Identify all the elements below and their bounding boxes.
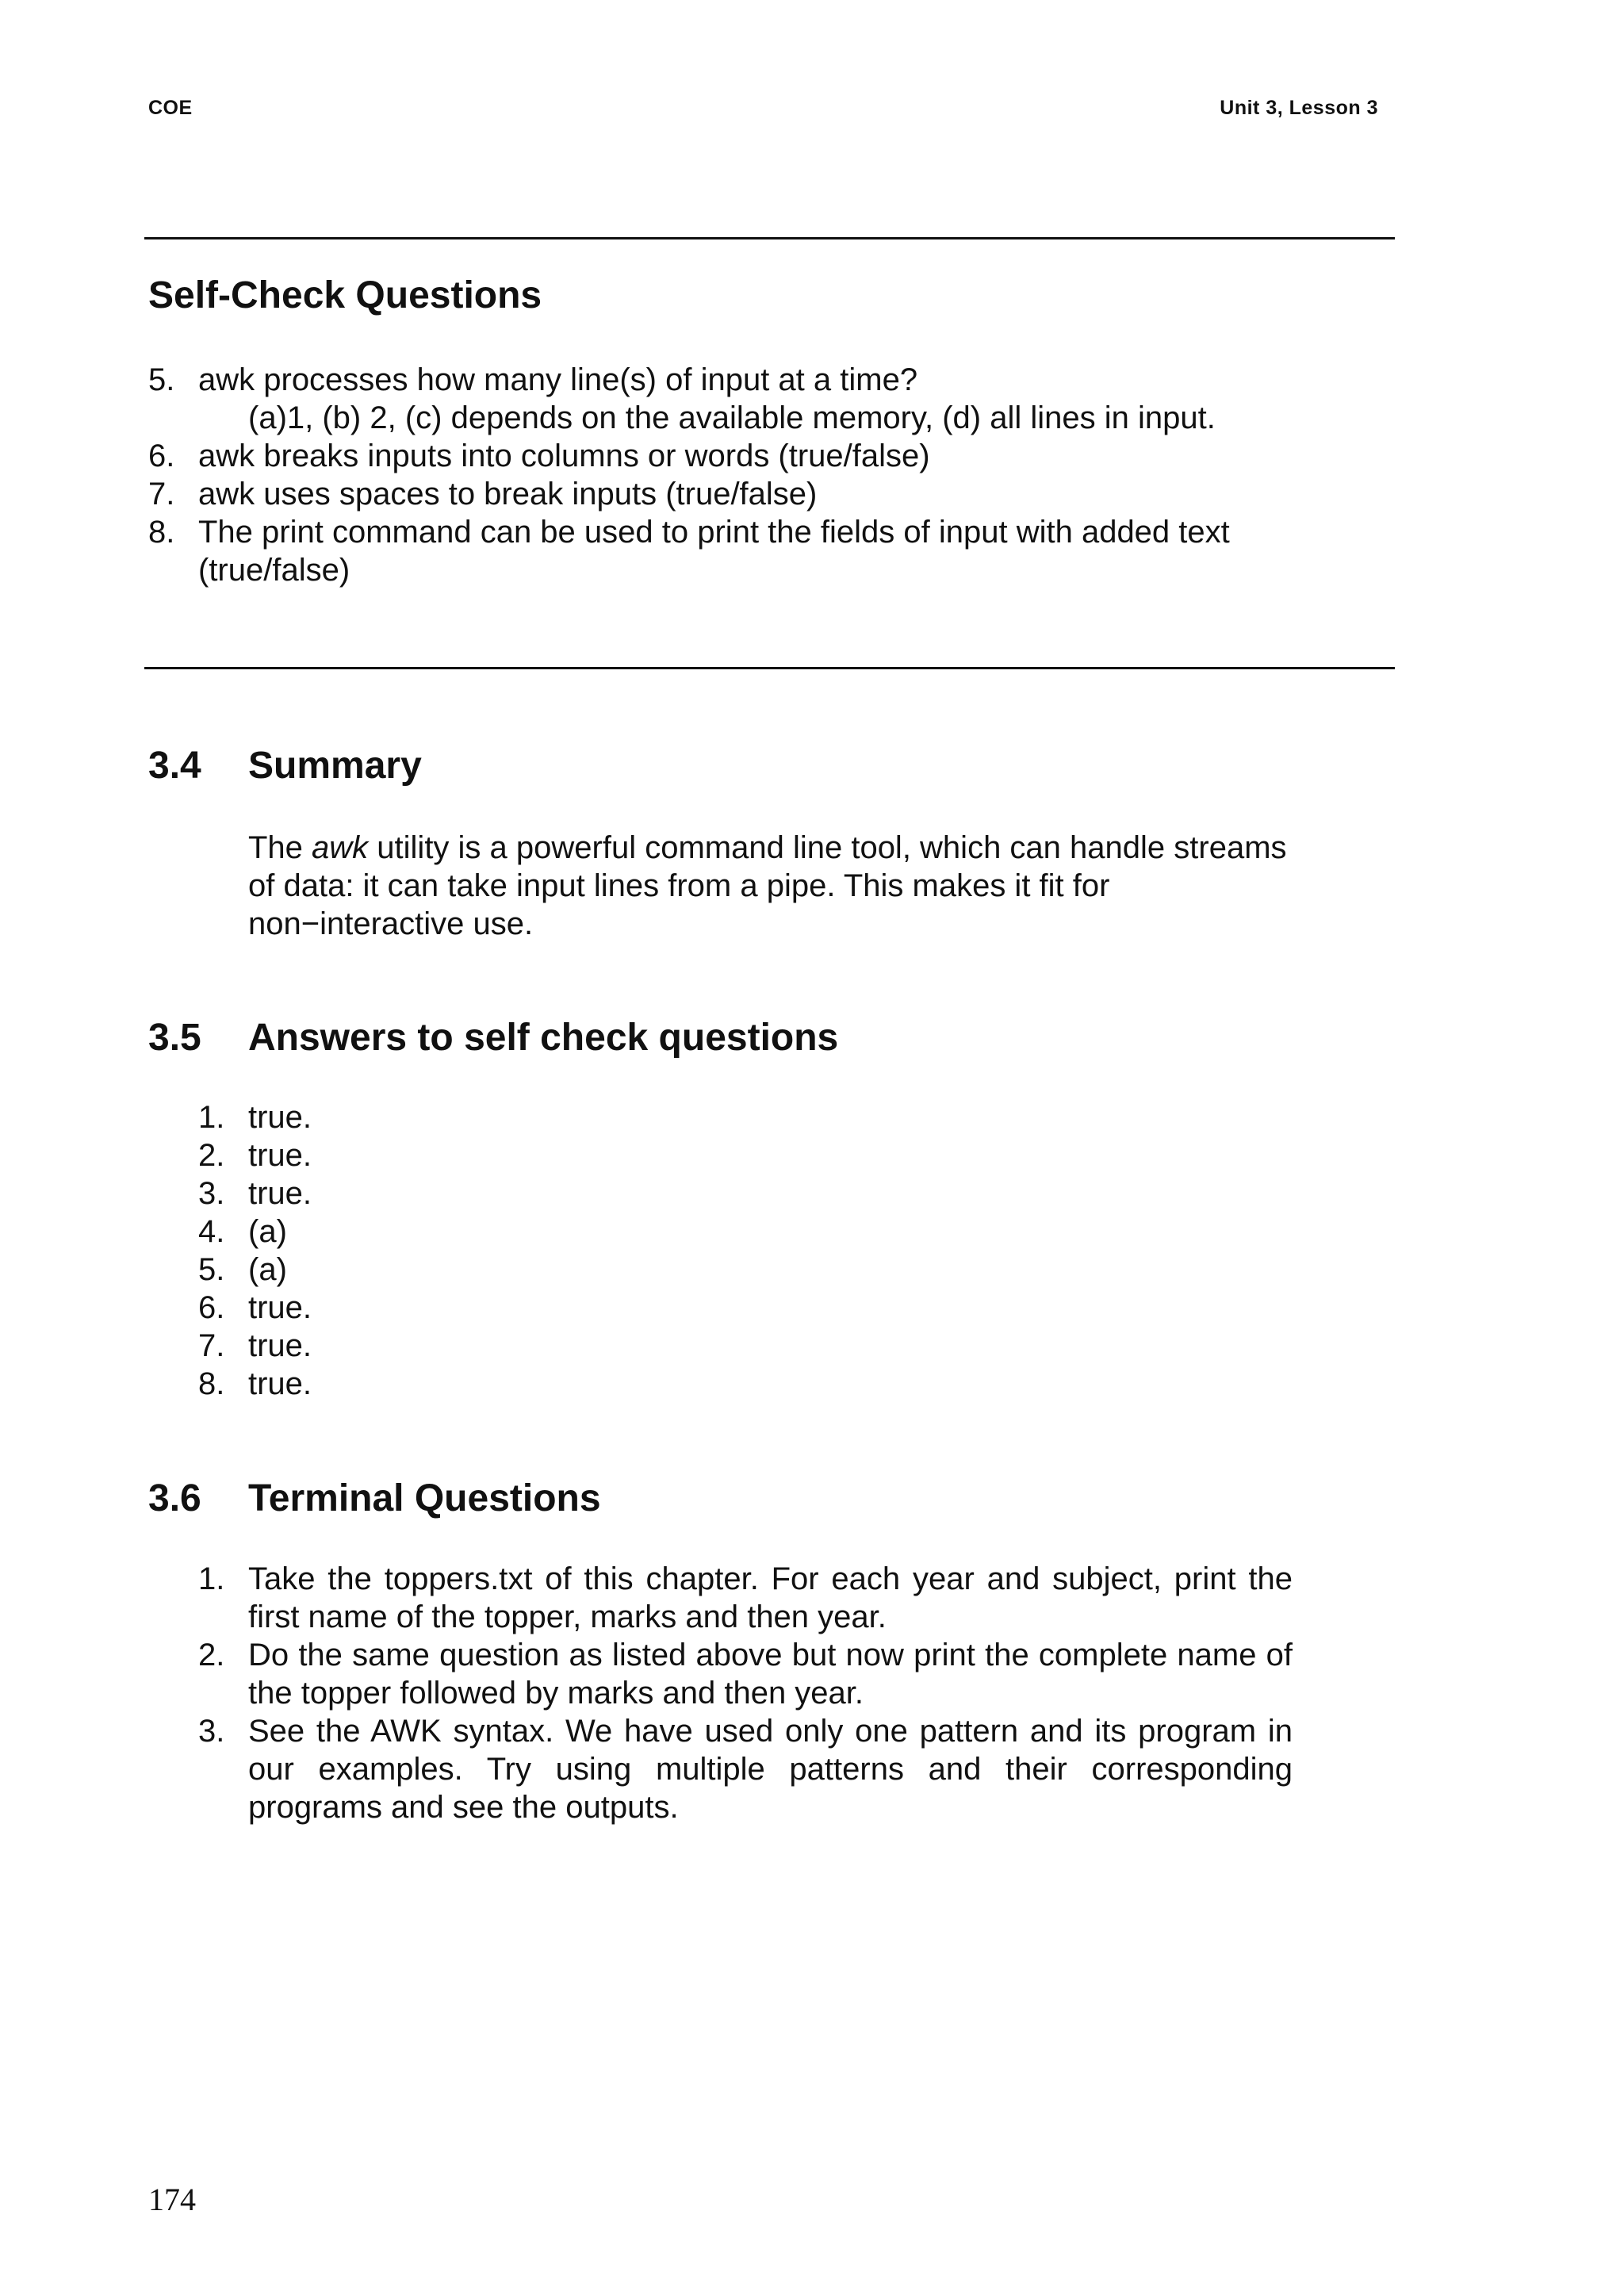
answer-text: true.	[248, 1290, 312, 1325]
terminal-question-number: 2.	[198, 1638, 225, 1672]
question-text: awk breaks inputs into columns or words (true/false)	[198, 439, 930, 473]
summary-heading	[148, 744, 422, 787]
answer-number: 1.	[198, 1100, 225, 1135]
self-check-title: Self-Check Questions	[148, 274, 542, 316]
section-number: 3.6	[148, 1477, 201, 1519]
answer-number: 5.	[198, 1252, 225, 1287]
running-header-right: Unit 3, Lesson 3	[1220, 97, 1378, 119]
terminal-question-text: Do the same question as listed above but now print the complete name of the topper followed by marks and then year.	[248, 1638, 1293, 1711]
list-item	[148, 475, 1298, 513]
list-item	[148, 361, 1298, 437]
question-options: (a)1, (b) 2, (c) depends on the available memory, (d) all lines in input.	[248, 400, 1216, 435]
question-number: 8.	[148, 515, 175, 550]
list-item	[148, 437, 1298, 475]
summary-text-end: utility is a powerful command line tool, which can handle streams of data: it can take input lines from a pipe. This makes it fit for non−interactive use.	[248, 830, 1287, 941]
question-number: 5.	[148, 362, 175, 397]
question-text: The print command can be used to print the fields of input with added text (true/false)	[198, 515, 1230, 588]
section-number: 3.5	[148, 1017, 201, 1059]
list-item	[198, 1327, 312, 1365]
answer-number: 7.	[198, 1328, 225, 1363]
section-title: Summary	[248, 745, 422, 787]
question-number: 6.	[148, 439, 175, 473]
list-item	[198, 1098, 312, 1136]
answer-number: 3.	[198, 1176, 225, 1211]
summary-text-start: The	[248, 830, 312, 865]
summary-paragraph	[248, 829, 1303, 943]
answer-text: true.	[248, 1328, 312, 1363]
list-item	[198, 1289, 312, 1327]
terminal-heading	[148, 1477, 601, 1520]
question-number: 7.	[148, 477, 175, 511]
answer-number: 6.	[198, 1290, 225, 1325]
question-text: awk uses spaces to break inputs (true/false)	[198, 477, 818, 511]
answer-number: 8.	[198, 1366, 225, 1401]
answer-text: true.	[248, 1176, 312, 1211]
list-item	[198, 1136, 312, 1174]
terminal-question-number: 1.	[198, 1561, 225, 1596]
section-number: 3.4	[148, 745, 201, 787]
list-item	[198, 1251, 312, 1289]
answers-heading	[148, 1016, 838, 1059]
terminal-question-text: See the AWK syntax. We have used only one pattern and its program in our examples. Try using multiple patterns and their corresponding programs and see the outputs.	[248, 1714, 1293, 1825]
list-item	[198, 1213, 312, 1251]
answers-list	[198, 1098, 312, 1403]
self-check-question-list	[148, 361, 1298, 589]
box-bottom-rule	[144, 667, 1395, 669]
section-title: Terminal Questions	[248, 1477, 601, 1519]
page-number: 174	[148, 2182, 196, 2217]
list-item	[198, 1636, 1293, 1712]
list-item	[198, 1712, 1293, 1826]
answer-number: 4.	[198, 1214, 225, 1249]
question-text: awk processes how many line(s) of input at a time?	[198, 362, 918, 397]
answer-text: true.	[248, 1138, 312, 1173]
list-item	[198, 1560, 1293, 1636]
section-title: Answers to self check questions	[248, 1017, 839, 1059]
answer-text: (a)	[248, 1252, 287, 1287]
answer-text: (a)	[248, 1214, 287, 1249]
running-header-left: COE	[148, 97, 193, 119]
terminal-question-list	[198, 1560, 1293, 1826]
box-top-rule	[144, 237, 1395, 239]
list-item	[148, 513, 1298, 589]
terminal-question-text: Take the toppers.txt of this chapter. For each year and subject, print the first name of the topper, marks and then year.	[248, 1561, 1293, 1634]
terminal-question-number: 3.	[198, 1714, 225, 1749]
answer-text: true.	[248, 1100, 312, 1135]
list-item	[198, 1365, 312, 1403]
summary-emphasis: awk	[312, 830, 369, 865]
list-item	[198, 1174, 312, 1213]
answer-text: true.	[248, 1366, 312, 1401]
answer-number: 2.	[198, 1138, 225, 1173]
